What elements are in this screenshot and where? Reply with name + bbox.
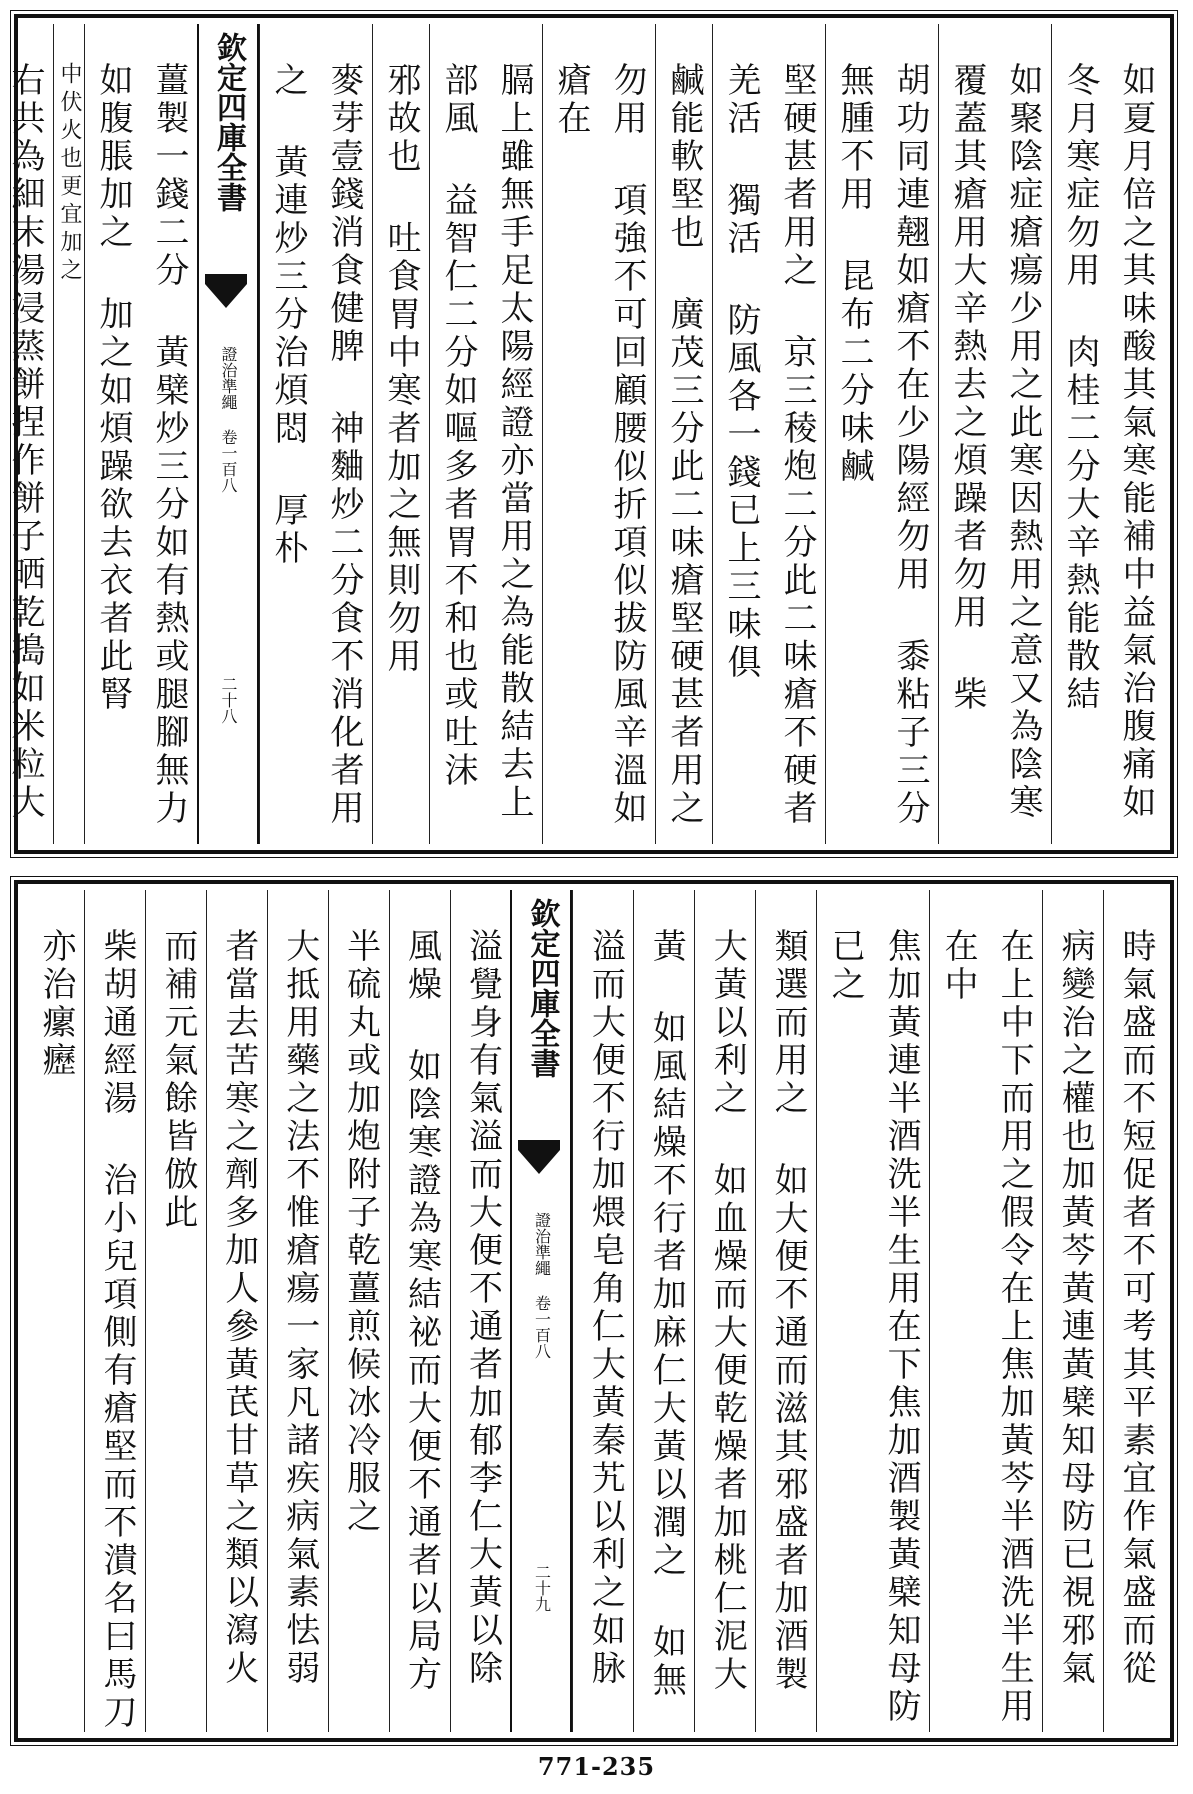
text-column: 如夏月倍之其味酸其氣寒能補中益氣治腹痛如冬月寒症勿用 肉桂二分大辛熱能散結 bbox=[1051, 24, 1164, 844]
text-column: 時氣盛而不短促者不可考其平素宜作氣盛而從 bbox=[1103, 890, 1164, 1732]
fish-tail-mark-icon bbox=[518, 1140, 560, 1174]
text-column: 風燥 如陰寒證為寒結祕而大便不通者以局方 bbox=[389, 890, 450, 1732]
text-column: 膈上雖無手足太陽經證亦當用之為能散結去上部風 益智仁二分如嘔多者胃不和也或吐沫 bbox=[429, 24, 542, 844]
text-column: 病變治之權也加黃芩黃連黃檗知母防已視邪氣 bbox=[1042, 890, 1103, 1732]
top-page-frame bbox=[5, 14, 1174, 854]
leaf-number: 二十九 bbox=[532, 1564, 552, 1612]
text-column: 邪故也 吐食胃中寒者加之無則勿用 bbox=[372, 24, 429, 844]
text-column: 薑製一錢二分 黃檗炒三分如有熱或腿腳無力如腹脹加之 加之如煩躁欲去衣者此腎 bbox=[84, 24, 197, 844]
text-column: 溢而大便不行加煨皂角仁大黃秦艽以利之如脉 bbox=[572, 890, 633, 1732]
top-text-columns bbox=[5, 24, 1164, 844]
text-column: 在上中下而用之假令在上焦加黃芩半酒洗半生用在中 bbox=[929, 890, 1042, 1732]
block-center-margin bbox=[197, 24, 259, 844]
text-column: 堅硬甚者用之 京三稜炮二分此二味瘡不硬者 羌活 獨活 防風各一錢已上三味俱 bbox=[712, 24, 825, 844]
page-number: 771-235 bbox=[537, 1752, 656, 1781]
text-column: 勿用 項強不可回顧腰似折項似拔防風辛溫如瘡在 bbox=[542, 24, 655, 844]
leaf-number: 二十八 bbox=[219, 676, 238, 724]
text-column: 焦加黃連半酒洗半生用在下焦加酒製黃檗知母防已之 bbox=[816, 890, 929, 1732]
text-column: 大黃以利之 如血燥而大便乾燥者加桃仁泥大 bbox=[694, 890, 755, 1732]
bottom-page-frame bbox=[14, 880, 1174, 1742]
text-column: 如聚陰症瘡瘍少用之此寒因熱用之意又為陰寒覆蓋其瘡用大辛熱去之煩躁者勿用 柴 bbox=[938, 24, 1051, 844]
fish-tail-mark-icon bbox=[205, 274, 247, 308]
text-column: 溢覺身有氣溢而大便不通者加郁李仁大黃以除 bbox=[450, 890, 511, 1732]
text-column: 亦治瘰癧 bbox=[36, 928, 77, 1080]
text-column: 者當去苦寒之劑多加人參黃芪甘草之類以瀉火 bbox=[206, 890, 267, 1732]
text-column: 柴胡通經湯 治小兒項側有瘡堅而不潰名曰馬刀 bbox=[84, 890, 145, 1732]
text-column: 而補元氣餘皆倣此 bbox=[145, 890, 206, 1732]
text-column: 類選而用之 如大便不通而滋其邪盛者加酒製 bbox=[755, 890, 816, 1732]
text-column: 右共為細末湯浸蒸餅捏作餅子晒乾搗如米粒大 bbox=[0, 24, 53, 844]
text-column: 胡功同連翹如瘡不在少陽經勿用 黍粘子三分無腫不用 昆布二分味鹹 bbox=[825, 24, 938, 844]
block-center-margin bbox=[510, 890, 572, 1732]
block-title: 欽定四庫全書 bbox=[524, 898, 560, 1078]
text-column: 大抵用藥之法不惟瘡瘍一家凡諸疾病氣素怯弱 bbox=[267, 890, 328, 1732]
text-column: 黃 如風結燥不行者加麻仁大黃以潤之 如無 bbox=[633, 890, 694, 1732]
block-title: 欽定四庫全書 bbox=[211, 32, 246, 212]
bottom-text-columns bbox=[24, 890, 1164, 1732]
text-column: 半硫丸或加炮附子乾薑煎候冰冷服之 bbox=[328, 890, 389, 1732]
book-volume-label: 證治準繩 卷一百八 bbox=[219, 346, 238, 493]
text-column: 麥芽壹錢消食健脾 神麯炒二分食不消化者用之 黃連炒三分治煩悶 厚朴 bbox=[259, 24, 372, 844]
text-column: 中伏火也更宜加之 bbox=[53, 24, 84, 844]
text-column: 鹹能軟堅也 廣茂三分此二味瘡堅硬甚者用之 bbox=[655, 24, 712, 844]
book-volume-label: 證治準繩 卷一百八 bbox=[532, 1212, 552, 1359]
